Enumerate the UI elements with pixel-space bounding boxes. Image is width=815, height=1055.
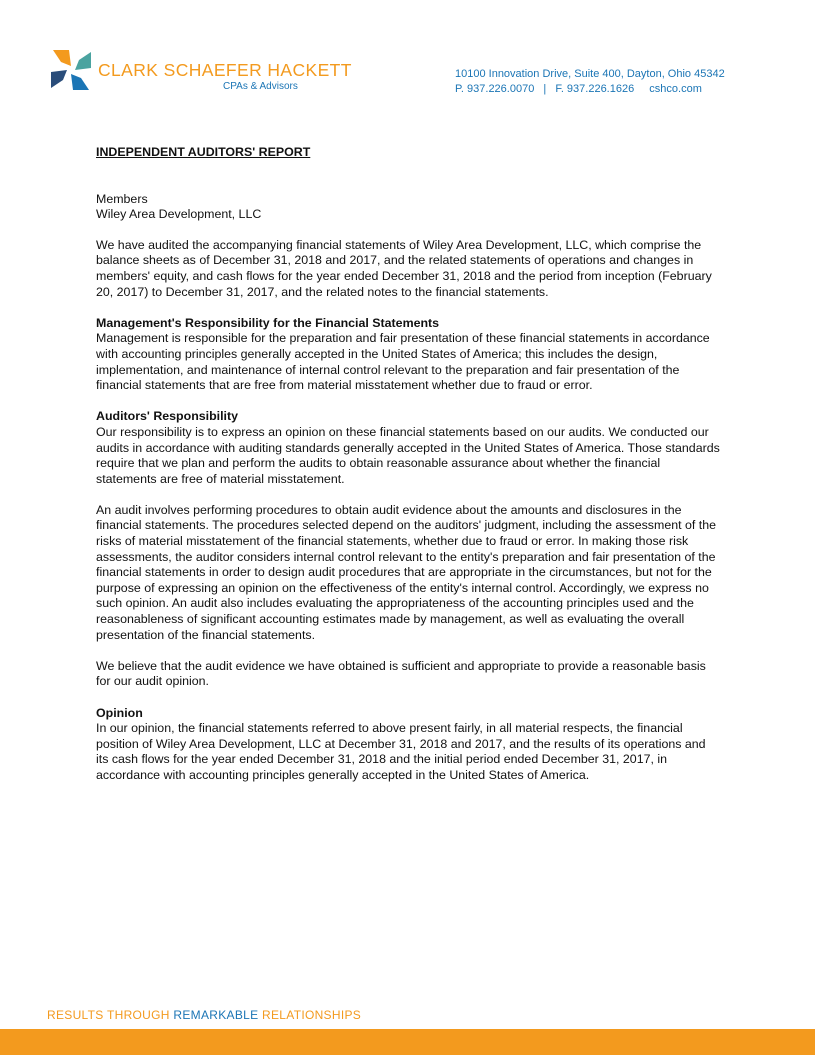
addressee-line: Members	[96, 191, 148, 206]
address-line: 10100 Innovation Drive, Suite 400, Dayton, Ohio 45342	[455, 68, 725, 80]
website-link[interactable]: cshco.com	[649, 83, 702, 95]
section-management-responsibility	[96, 316, 721, 394]
section-heading: Auditors' Responsibility	[96, 409, 239, 424]
section-paragraph: In our opinion, the financial statements referred to above present fairly, in all material respects, the financial position of Wiley Area Development, LLC at December 31, 2018 and 2017, and the results of its operations and its cash flows for the year ended December 31, 2018 and the initial period ended December 31, 2017, in accordance with accounting principles generally accepted in the United States of America.	[96, 721, 706, 782]
separator: |	[543, 83, 547, 95]
star-cross-logo-icon	[47, 46, 95, 94]
letterhead	[0, 0, 815, 110]
section-auditors-responsibility	[96, 409, 721, 690]
section-heading: Management's Responsibility for the Financial Statements	[96, 315, 440, 330]
section-opinion	[96, 706, 721, 784]
tagline-part: REMARKABLE	[173, 1008, 259, 1022]
firm-name: CLARK SCHAEFER HACKETT	[98, 60, 352, 80]
contact-line	[455, 82, 725, 97]
section-paragraph: Management is responsible for the preparation and fair presentation of these financial statements in accordance with accounting principles generally accepted in the United States of America; this includes the design, implementation, and maintenance of internal control relevant to the preparation and fair presentation of the financial statements that are free from material misstatement whether due to fraud or error.	[96, 331, 710, 393]
section-paragraph: An audit involves performing procedures to obtain audit evidence about the amounts and disclosures in the financial statements. The procedures selected depend on the auditors' judgment, including the assessment of the risks of material misstatement of the financial statements, whether due to fraud or error. In making those risk assessments, the auditor considers internal control relevant to the entity's preparation and fair presentation of the financial statements in order to design audit procedures that are appropriate in the circumstances, but not for the purpose of expressing an opinion on the effectiveness of the entity's internal control. Accordingly, we express no such opinion. An audit also includes evaluating the appropriateness of the accounting principles used and the reasonableness of significant accounting estimates made by management, as well as evaluating the overall presentation of the financial statements.	[96, 502, 716, 642]
footer-bar	[0, 1029, 815, 1055]
firm-tagline: CPAs & Advisors	[223, 81, 298, 92]
footer-tagline	[47, 1008, 361, 1022]
fax-number: F. 937.226.1626	[555, 83, 635, 95]
firm-contact	[455, 67, 725, 97]
separator	[637, 83, 649, 95]
phone-number: P. 937.226.0070	[455, 83, 535, 95]
tagline-part: RESULTS THROUGH	[47, 1008, 174, 1022]
intro-paragraph: We have audited the accompanying financial statements of Wiley Area Development, LLC, which comprise the balance sheets as of December 31, 2018 and 2017, and the related statements of operations and changes in members' equity, and cash flows for the year ended December 31, 2018 and the period from inception (February 20, 2017) to December 31, 2017, and the related notes to the financial statements.	[96, 237, 712, 299]
section-paragraph: Our responsibility is to express an opinion on these financial statements based on our audits. We conducted our audits in accordance with auditing standards generally accepted in the United States of America. Those standards require that we plan and perform the audits to obtain reasonable assurance about whether the financial statements are free of material misstatement.	[96, 424, 720, 486]
section-heading: Opinion	[96, 705, 143, 720]
addressee-line: Wiley Area Development, LLC	[96, 207, 262, 222]
report-title: INDEPENDENT AUDITORS' REPORT	[96, 145, 311, 159]
tagline-part: RELATIONSHIPS	[258, 1008, 362, 1022]
addressee	[96, 192, 721, 223]
auditors-report	[96, 145, 721, 799]
section-paragraph: We believe that the audit evidence we have obtained is sufficient and appropriate to provide a reasonable basis for our audit opinion.	[96, 658, 706, 689]
